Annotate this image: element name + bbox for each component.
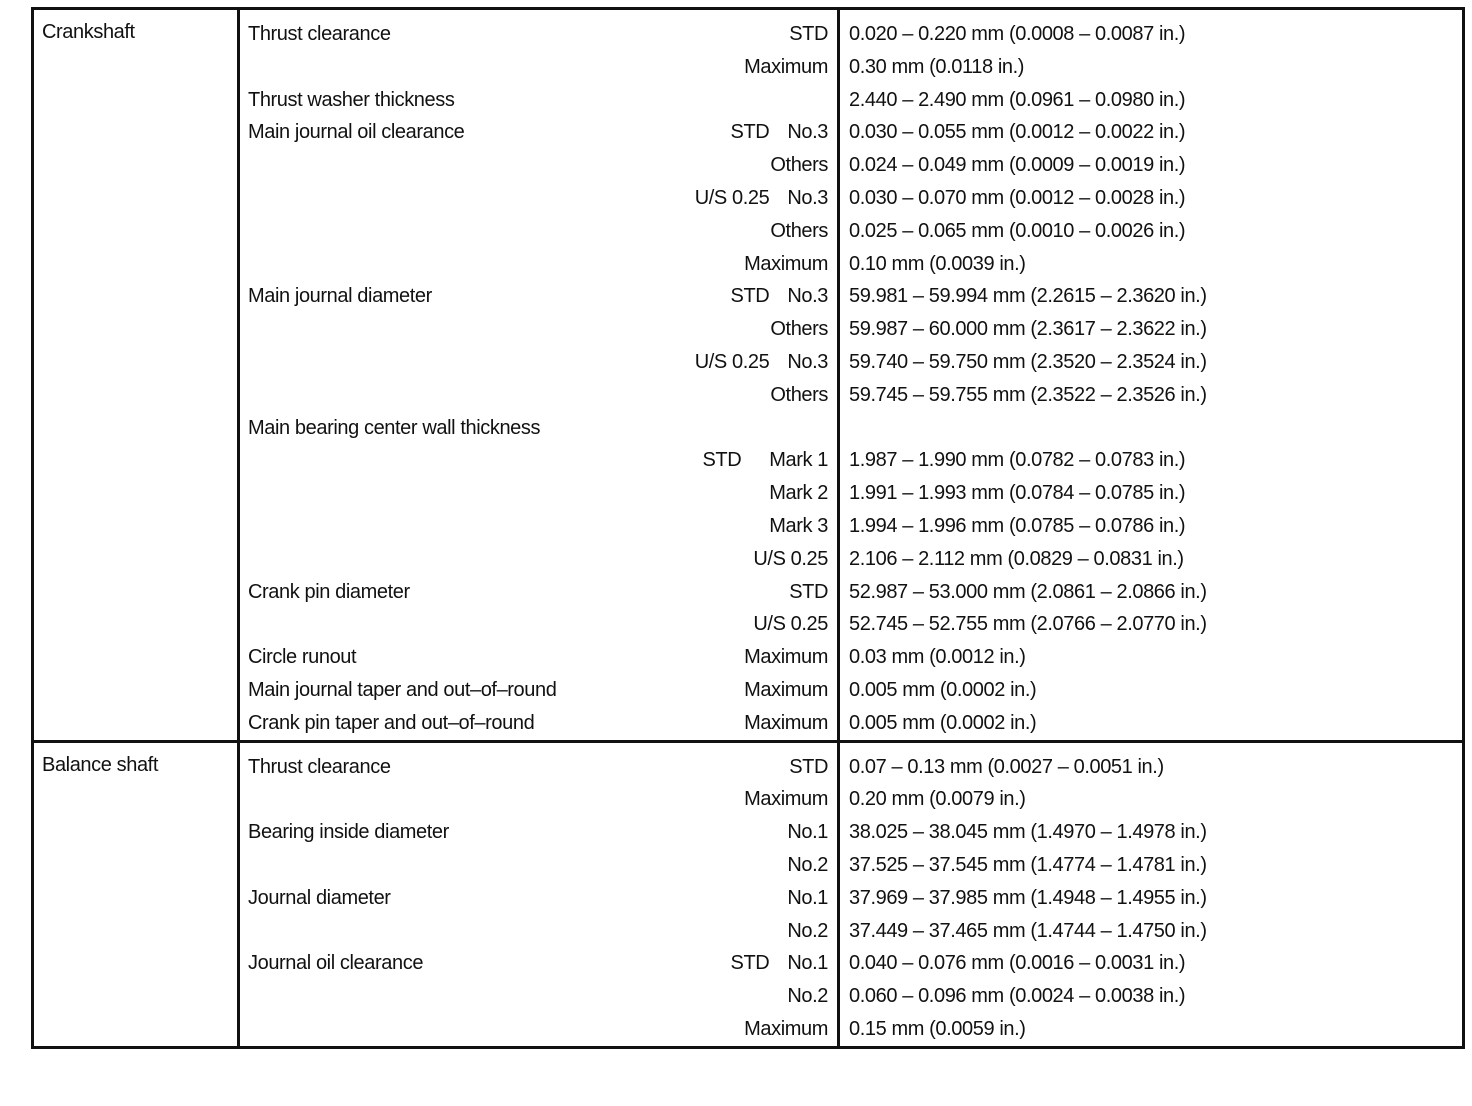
spec-item — [239, 849, 679, 882]
table-row — [33, 783, 1464, 816]
spec-item: Main journal oil clearance — [248, 121, 465, 144]
spec-condition — [679, 1013, 839, 1047]
section-name: Balance shaft — [33, 741, 239, 1047]
spec-item — [239, 608, 679, 641]
spec-item: Circle runout — [248, 646, 357, 669]
spec-value: 1.991 – 1.993 mm (0.0784 – 0.0785 in.) — [849, 482, 1186, 505]
spec-condition — [679, 182, 839, 215]
spec-value: 0.030 – 0.070 mm (0.0012 – 0.0028 in.) — [849, 186, 1186, 209]
condition-label: STD — [730, 121, 770, 144]
spec-condition — [679, 543, 839, 576]
spec-item: Main bearing center wall thickness — [248, 416, 541, 439]
table-row — [33, 741, 1464, 783]
spec-value: 59.981 – 59.994 mm (2.2615 – 2.3620 in.) — [849, 285, 1207, 308]
table-row — [33, 641, 1464, 674]
spec-value: 37.969 – 37.985 mm (1.4948 – 1.4955 in.) — [849, 886, 1207, 909]
spec-condition — [679, 116, 839, 149]
spec-condition — [679, 849, 839, 882]
spec-condition — [679, 674, 839, 707]
table-row — [33, 444, 1464, 477]
condition-label: No.1 — [787, 886, 828, 909]
condition-label: No.3 — [787, 285, 828, 308]
spec-condition — [679, 84, 839, 117]
table-row — [33, 947, 1464, 980]
spec-value: 0.15 mm (0.0059 in.) — [849, 1017, 1026, 1040]
spec-item — [239, 510, 679, 543]
spec-condition — [679, 947, 839, 980]
spec-value: 2.106 – 2.112 mm (0.0829 – 0.0831 in.) — [849, 547, 1184, 570]
spec-value — [839, 412, 1464, 445]
spec-item: Main journal taper and out–of–round — [248, 678, 557, 701]
table-row — [33, 149, 1464, 182]
spec-value: 0.20 mm (0.0079 in.) — [849, 788, 1026, 811]
spec-value: 0.30 mm (0.0118 in.) — [849, 55, 1025, 78]
spec-value: 52.987 – 53.000 mm (2.0861 – 2.0866 in.) — [849, 580, 1207, 603]
table-row — [33, 849, 1464, 882]
spec-condition — [679, 707, 839, 741]
condition-label: U/S 0.25 — [753, 613, 828, 636]
table-row — [33, 346, 1464, 379]
spec-item — [239, 980, 679, 1013]
spec-item: Thrust clearance — [248, 23, 391, 45]
condition-label: Maximum — [744, 252, 828, 275]
section-name: Crankshaft — [33, 9, 239, 742]
spec-value: 1.994 – 1.996 mm (0.0785 – 0.0786 in.) — [849, 514, 1186, 537]
spec-item — [239, 543, 679, 576]
condition-label: Mark 1 — [769, 449, 828, 472]
spec-item — [239, 379, 679, 412]
spec-table-body — [33, 9, 1464, 1048]
table-row — [33, 477, 1464, 510]
condition-label: U/S 0.25 — [694, 186, 770, 209]
condition-label: STD — [789, 755, 828, 778]
spec-item — [239, 248, 679, 281]
spec-value: 0.10 mm (0.0039 in.) — [849, 252, 1026, 275]
condition-label: No.3 — [787, 186, 828, 209]
spec-condition — [679, 346, 839, 379]
table-row — [33, 248, 1464, 281]
spec-value: 52.745 – 52.755 mm (2.0766 – 2.0770 in.) — [849, 613, 1207, 636]
spec-item: Crank pin diameter — [248, 580, 410, 603]
spec-value: 0.005 mm (0.0002 in.) — [849, 711, 1037, 734]
spec-condition — [679, 248, 839, 281]
spec-condition — [679, 444, 839, 477]
condition-label: STD — [702, 449, 742, 472]
condition-label: Others — [770, 154, 828, 177]
spec-table — [31, 7, 1465, 1049]
spec-value: 0.060 – 0.096 mm (0.0024 – 0.0038 in.) — [849, 985, 1186, 1008]
spec-condition — [679, 816, 839, 849]
table-row — [33, 313, 1464, 346]
table-row — [33, 280, 1464, 313]
spec-item: Journal diameter — [248, 886, 391, 909]
table-row — [33, 84, 1464, 117]
spec-condition — [679, 510, 839, 543]
spec-item: Journal oil clearance — [248, 952, 424, 975]
spec-item — [239, 215, 679, 248]
spec-condition — [679, 51, 839, 84]
spec-condition — [679, 783, 839, 816]
table-row — [33, 576, 1464, 609]
spec-item — [239, 149, 679, 182]
condition-label: Maximum — [744, 646, 828, 669]
spec-item — [239, 313, 679, 346]
spec-condition — [679, 412, 839, 445]
spec-condition — [679, 741, 839, 783]
spec-item — [239, 51, 679, 84]
spec-condition — [679, 980, 839, 1013]
condition-label: Maximum — [744, 678, 828, 701]
spec-condition — [679, 641, 839, 674]
spec-item — [239, 915, 679, 948]
spec-condition — [679, 477, 839, 510]
spec-condition — [679, 882, 839, 915]
spec-item: Thrust washer thickness — [248, 88, 455, 111]
condition-label: Mark 2 — [769, 482, 828, 505]
spec-condition — [679, 9, 839, 51]
condition-label: Maximum — [744, 55, 828, 78]
spec-condition — [679, 313, 839, 346]
spec-value: 59.740 – 59.750 mm (2.3520 – 2.3524 in.) — [849, 350, 1207, 373]
condition-label: STD — [789, 23, 828, 45]
table-row — [33, 1013, 1464, 1047]
spec-value: 1.987 – 1.990 mm (0.0782 – 0.0783 in.) — [849, 449, 1186, 472]
condition-label: No.2 — [787, 919, 828, 942]
table-row — [33, 915, 1464, 948]
spec-condition — [679, 215, 839, 248]
table-row — [33, 379, 1464, 412]
spec-item — [239, 182, 679, 215]
condition-label: Maximum — [744, 1017, 828, 1040]
condition-label: Maximum — [744, 788, 828, 811]
table-row — [33, 9, 1464, 51]
condition-label: U/S 0.25 — [753, 547, 828, 570]
spec-item: Thrust clearance — [239, 741, 679, 783]
spec-item — [239, 783, 679, 816]
spec-value: 38.025 – 38.045 mm (1.4970 – 1.4978 in.) — [849, 821, 1207, 844]
table-row — [33, 412, 1464, 445]
table-row — [33, 215, 1464, 248]
spec-value: 0.024 – 0.049 mm (0.0009 – 0.0019 in.) — [849, 154, 1186, 177]
spec-value: 0.020 – 0.220 mm (0.0008 – 0.0087 in.) — [849, 23, 1186, 45]
table-row — [33, 543, 1464, 576]
table-row — [33, 882, 1464, 915]
spec-condition — [679, 379, 839, 412]
condition-label: No.2 — [787, 853, 828, 876]
spec-condition — [679, 915, 839, 948]
condition-label: Mark 3 — [769, 514, 828, 537]
spec-condition — [679, 576, 839, 609]
spec-item: Crank pin taper and out–of–round — [248, 711, 535, 734]
spec-condition — [679, 280, 839, 313]
condition-label: Maximum — [744, 711, 828, 734]
spec-value: 37.525 – 37.545 mm (1.4774 – 1.4781 in.) — [849, 853, 1207, 876]
spec-value: 0.07 – 0.13 mm (0.0027 – 0.0051 in.) — [839, 741, 1464, 783]
condition-label: U/S 0.25 — [694, 350, 770, 373]
spec-value: 0.030 – 0.055 mm (0.0012 – 0.0022 in.) — [849, 121, 1186, 144]
table-row — [33, 816, 1464, 849]
spec-item: Bearing inside diameter — [248, 821, 449, 844]
condition-label: No.3 — [787, 121, 828, 144]
condition-label: STD — [789, 580, 828, 603]
spec-condition — [679, 149, 839, 182]
table-row — [33, 674, 1464, 707]
condition-label: Others — [770, 219, 828, 242]
condition-label: No.2 — [787, 985, 828, 1008]
spec-item: Main journal diameter — [248, 285, 432, 308]
condition-label: No.3 — [787, 350, 828, 373]
spec-item — [239, 346, 679, 379]
spec-value: 59.987 – 60.000 mm (2.3617 – 2.3622 in.) — [849, 318, 1207, 341]
spec-value: 0.005 mm (0.0002 in.) — [849, 678, 1037, 701]
table-row — [33, 116, 1464, 149]
table-row — [33, 707, 1464, 741]
condition-label: Others — [770, 318, 828, 341]
table-row — [33, 510, 1464, 543]
spec-value: 0.040 – 0.076 mm (0.0016 – 0.0031 in.) — [849, 952, 1186, 975]
spec-value: 0.025 – 0.065 mm (0.0010 – 0.0026 in.) — [849, 219, 1186, 242]
condition-label: STD — [730, 952, 770, 975]
spec-item — [239, 1013, 679, 1047]
spec-item — [239, 444, 679, 477]
spec-value: 37.449 – 37.465 mm (1.4744 – 1.4750 in.) — [849, 919, 1207, 942]
table-row — [33, 182, 1464, 215]
condition-label: STD — [730, 285, 770, 308]
condition-label: No.1 — [787, 821, 828, 844]
table-row — [33, 51, 1464, 84]
spec-condition — [679, 608, 839, 641]
table-row — [33, 980, 1464, 1013]
condition-label: No.1 — [787, 952, 828, 975]
spec-item — [239, 477, 679, 510]
spec-value: 0.03 mm (0.0012 in.) — [849, 646, 1026, 669]
table-row — [33, 608, 1464, 641]
spec-value: 59.745 – 59.755 mm (2.3522 – 2.3526 in.) — [849, 383, 1207, 406]
condition-label: Others — [770, 383, 828, 406]
spec-value: 2.440 – 2.490 mm (0.0961 – 0.0980 in.) — [849, 88, 1186, 111]
